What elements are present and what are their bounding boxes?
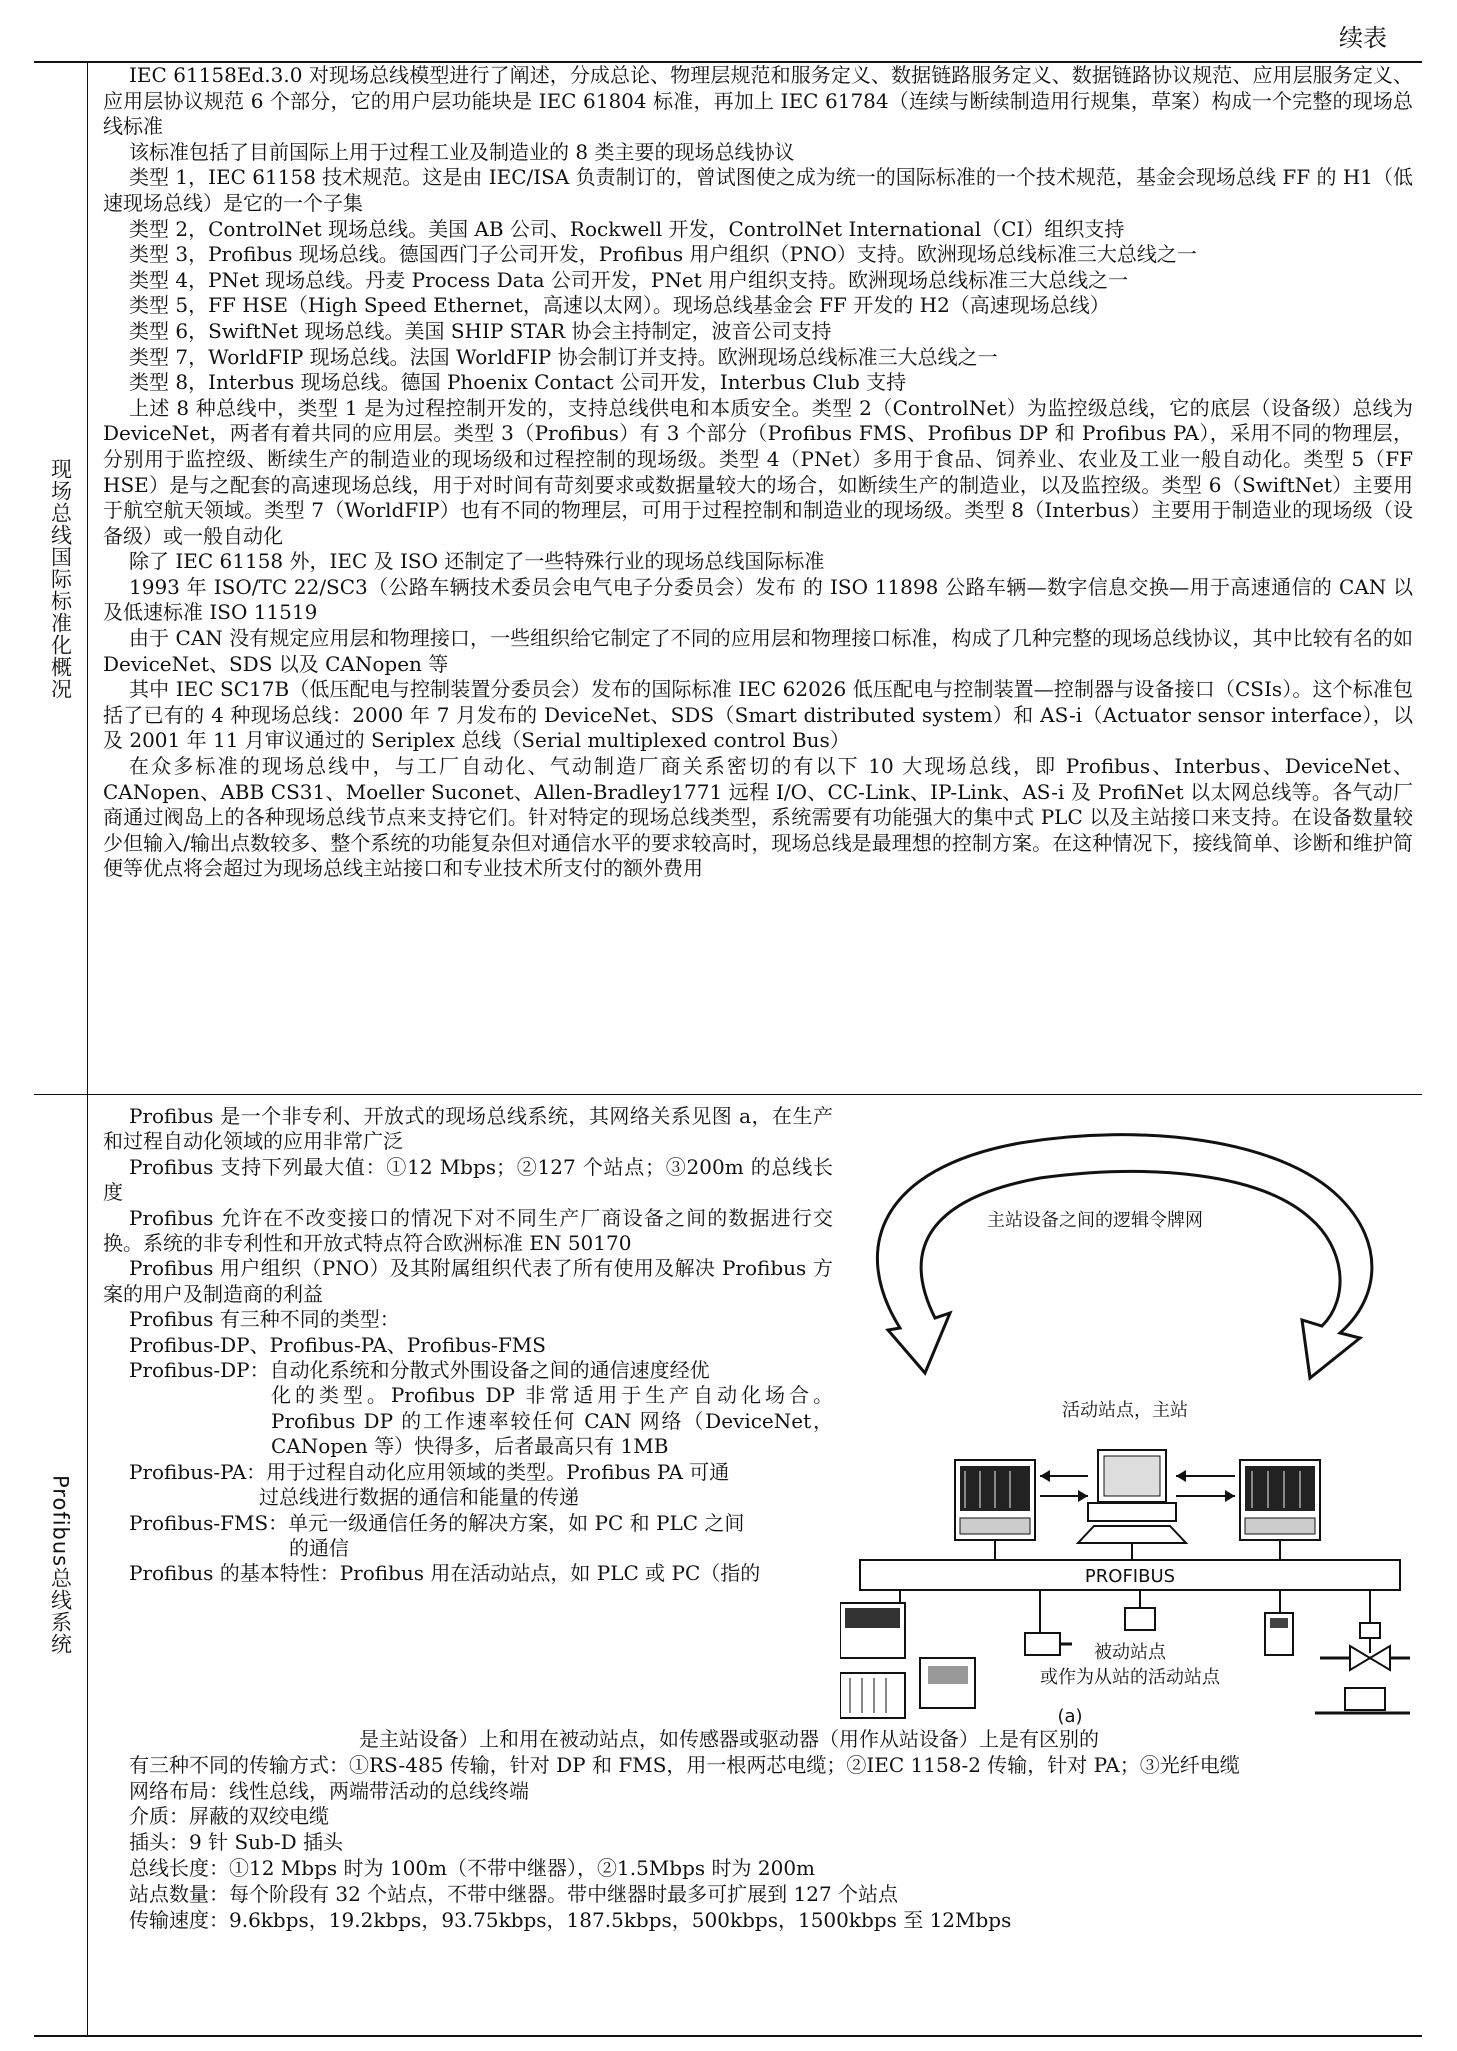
paragraph: 该标准包括了目前国际上用于过程工业及制造业的 8 类主要的现场总线协议 [129,139,795,164]
token-ring-label: 主站设备之间的逻辑令牌网 [987,1210,1203,1231]
table-row-divider [34,1094,1422,1095]
paragraph: 其中 IEC SC17B（低压配电与控制装置分委员会）发布的国际标准 IEC 62026 低压配电与控制装置—控制器与设备接口（CSIs）。这个标准包括了已有的 4 种现场总线：2000 年 7 月发布的 DeviceNet、SDS（Smart distributed system）和 AS-i（Actuator sensor interface），以及 2001 年 11 月审议通过的 Seriplex 总线（Serial multiplexed control Bus） [103,677,1413,753]
paragraph: 类型 6，SwiftNet 现场总线。美国 SHIP STAR 协会主持制定，波音公司支持 [129,318,832,343]
slaves-label-line2: 或作为从站的活动站点 [1040,1667,1220,1688]
row-label-standardization: 现场总线国际标准化概况 [48,457,73,700]
paragraph: Profibus 是一个非专利、开放式的现场总线系统，其网络关系见图 a，在生产和过程自动化领域的应用非常广泛 [103,1104,833,1154]
figure-caption: (a) [1057,1706,1083,1727]
basic-features-head: Profibus 的基本特性：Profibus 用在活动站点，如 PLC 或 PC（指的 [129,1561,761,1586]
paragraph: 除了 IEC 61158 外，IEC 及 ISO 还制定了一些特殊行业的现场总线国际标准 [129,549,825,574]
master-pc-icon [1078,1450,1186,1543]
slave-valve-terminal-icon [1125,1608,1155,1630]
paragraph: Profibus-DP、Profibus-PA、Profibus-FMS [129,1332,546,1357]
spec-item: 插头：9 针 Sub-D 插头 [129,1830,343,1855]
bus-label: PROFIBUS [1084,1566,1176,1587]
paragraph: 上述 8 种总线中，类型 1 是为过程控制开发的，支持总线供电和本质安全。类型 2（ControlNet）为监控级总线，它的底层（设备级）总线为 DeviceNet，两者有着共同的应用层。类型 3（Profibus）有 3 个部分（Profibus FMS、Profibus DP 和 Profibus PA），采用不同的物理层，分别用于监控级、断续生产的制造业的现场级和过程控制的现场级。类型 4（PNet）多用于食品、饲养业、农业及工业一般自动化。类型 5（FF HSE）是与之配套的高速现场总线，用于对时间有苛刻要求或数据量较大的场合，如断续生产的制造业，以及监控级。类型 6（SwiftNet）主要用于航空航天领域。类型 7（WorldFIP）也有不同的物理层，可用于过程控制和制造业的现场级。类型 8（Interbus）主要用于制造业的现场级（设备级）或一般自动化 [103,395,1413,548]
continued-label: 续表 [1339,24,1387,52]
table-column-divider [87,61,88,2037]
slave-flow-valve-icon [1320,1623,1410,1670]
paragraph: 由于 CAN 没有规定应用层和物理接口，一些组织给它制定了不同的应用层和物理接口标准，构成了几种完整的现场总线协议，其中比较有名的如 DeviceNet、SDS 以及 CANopen 等 [103,626,1413,676]
paragraph: Profibus 用户组织（PNO）及其附属组织代表了所有使用及解决 Profibus 方案的用户及制造商的利益 [103,1256,833,1306]
paragraph: 类型 3，Profibus 现场总线。德国西门子公司开发，Profibus 用户组织（PNO）支持。欧洲现场总线标准三大总线之一 [129,242,1197,267]
slave-io-module-icon [840,1603,905,1718]
paragraph: 类型 8，Interbus 现场总线。德国 Phoenix Contact 公司开发，Interbus Club 支持 [129,370,907,395]
spec-item: 网络布局：线性总线，两端带活动的总线终端 [129,1778,529,1803]
master-plc-right-icon [1240,1460,1320,1540]
spec-item: 总线长度：①12 Mbps 时为 100m（不带中继器），②1.5Mbps 时为 200m [129,1855,816,1880]
profibus-bus-bar [860,1560,1400,1590]
token-ring-arrow [877,1135,1371,1378]
slave-motor-icon [1025,1633,1072,1655]
dp-definition: Profibus-DP：自动化系统和分散式外围设备之间的通信速度经优 化的类型。Profibus DP 非常适用于生产自动化场合。Profibus DP 的工作速率较任何 CAN 网络（DeviceNet，CANopen 等）快得多，后者最高只有 1MB [129,1358,833,1459]
standardization-content [103,63,1413,882]
slave-flowmeter-icon [1315,1688,1410,1713]
spec-item: 有三种不同的传输方式：①RS-485 传输，针对 DP 和 FMS，用一根两芯电缆；②IEC 1158-2 传输，针对 PA；③光纤电缆 [129,1752,1240,1777]
profibus-specs [103,1727,1413,1933]
slave-drive-icon [920,1658,975,1708]
profibus-network-figure [840,1098,1418,1728]
master-plc-left-icon [955,1460,1035,1540]
slaves-label-line1: 被动站点 [1094,1642,1166,1663]
profibus-content [103,1104,833,1587]
paragraph: IEC 61158Ed.3.0 对现场总线模型进行了阐述，分成总论、物理层规范和服务定义、数据链路服务定义、数据链路协议规范、应用层服务定义、应用层协议规范 6 个部分，它的用户层功能块是 IEC 61804 标准，再加上 IEC 61784（连续与断续制造用行规集，草案）构成一个完整的现场总线标准 [103,63,1413,139]
paragraph: 类型 4，PNet 现场总线。丹麦 Process Data 公司开发，PNet 用户组织支持。欧洲现场总线标准三大总线之一 [129,267,1129,292]
paragraph: 1993 年 ISO/TC 22/SC3（公路车辆技术委员会电气电子分委员会）发布 的 ISO 11898 公路车辆—数字信息交换—用于高速通信的 CAN 以及低速标准 ISO 11519 [103,574,1413,625]
fms-definition: Profibus-FMS：单元一级通信任务的解决方案，如 PC 和 PLC 之间 的通信 [129,1510,745,1560]
table-bottom-rule [34,2035,1422,2037]
paragraph: Profibus 有三种不同的类型： [129,1307,400,1332]
row-label-profibus: Profibus总线系统 [48,1474,73,1656]
pa-definition: Profibus-PA：用于过程自动化应用领域的类型。Profibus PA 可通 过总线进行数据的通信和能量的传递 [129,1459,730,1510]
network-diagram [840,1098,1418,1728]
masters-label: 活动站点，主站 [1062,1400,1188,1421]
paragraph: 类型 1，IEC 61158 技术规范。这是由 IEC/ISA 负责制订的，曾试图使之成为统一的国际标准的一个技术规范，基金会现场总线 FF 的 H1（低速现场总线）是它的一个子集 [103,165,1413,215]
paragraph: Profibus 允许在不改变接口的情况下对不同生产厂商设备之间的数据进行交换。系统的非专利性和开放式特点符合欧洲标准 EN 50170 [103,1205,833,1256]
basic-features-cont: 是主站设备）上和用在被动站点，如传感器或驱动器（用作从站设备）上是有区别的 [359,1727,1099,1751]
paragraph: 类型 7，WorldFIP 现场总线。法国 WorldFIP 协会制订并支持。欧洲现场总线标准三大总线之一 [129,344,998,369]
slave-handheld-icon [1265,1613,1293,1655]
spec-item: 传输速度：9.6kbps，19.2kbps，93.75kbps，187.5kbps，500kbps，1500kbps 至 12Mbps [129,1907,1012,1932]
spec-item: 介质：屏蔽的双绞电缆 [129,1804,329,1829]
spec-item: 站点数量：每个阶段有 32 个站点，不带中继器。带中继器时最多可扩展到 127 个站点 [129,1881,899,1906]
paragraph: 类型 2，ControlNet 现场总线。美国 AB 公司、Rockwell 开发，ControlNet International（CI）组织支持 [129,216,1125,241]
paragraph: 类型 5，FF HSE（High Speed Ethernet，高速以太网）。现场总线基金会 FF 开发的 H2（高速现场总线） [129,293,1110,318]
paragraph: 在众多标准的现场总线中，与工厂自动化、气动制造厂商关系密切的有以下 10 大现场总线，即 Profibus、Interbus、DeviceNet、CANopen、ABB CS31、Moeller Suconet、Allen-Bradley1771 远程 I/O、CC-Link、IP-Link、AS-i 及 ProfiNet 以太网总线等。各气动厂商通过阀岛上的各种现场总线节点来支持它们。针对特定的现场总线类型，系统需要有功能强大的集中式 PLC 以及主站接口来支持。在设备数量较少但输入/输出点数较多、整个系统的功能复杂但对通信水平的要求较高时，现场总线是最理想的控制方案。在这种情况下，接线简单、诊断和维护简便等优点将会超过为现场总线主站接口和专业技术所支付的额外费用 [103,754,1413,881]
paragraph: Profibus 支持下列最大值：①12 Mbps；②127 个站点；③200m 的总线长度 [103,1154,833,1205]
